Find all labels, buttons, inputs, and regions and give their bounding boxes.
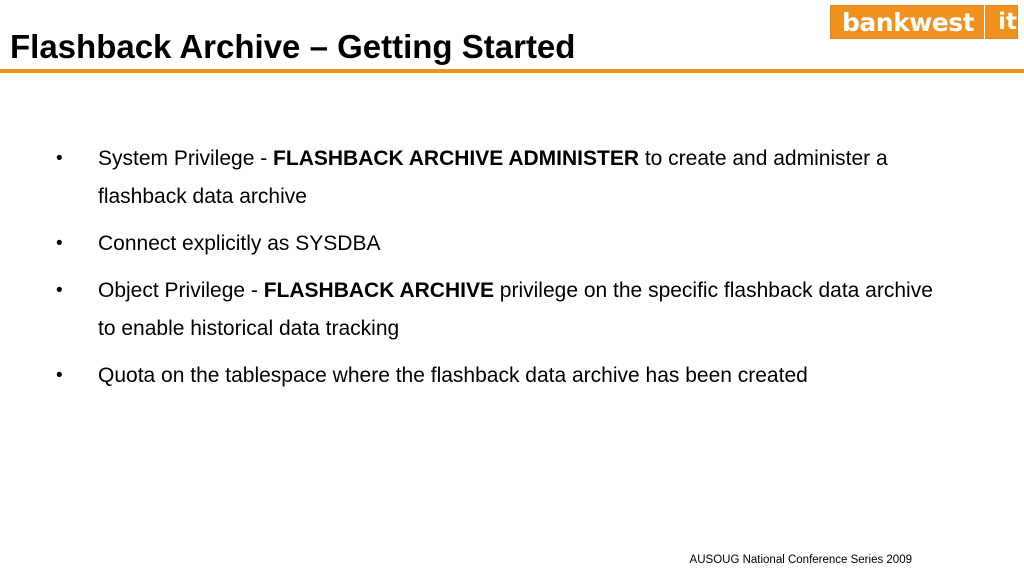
bullet-list [56,140,946,404]
bullet-marker: • [56,148,63,169]
logo-suffix: it [998,9,1017,35]
list-item [56,272,946,348]
list-item [56,225,946,263]
slide-footer: AUSOUG National Conference Series 2009 [689,554,912,566]
bullet-text: Quota on the tablespace where the flashback data archive has been created [98,364,808,387]
list-item [56,140,946,216]
bullet-text: System Privilege - FLASHBACK ARCHIVE ADMINISTER to create and administer a flashback data archive [98,147,888,208]
page-title: Flashback Archive – Getting Started [10,28,576,65]
bankwest-it-logo [830,5,1018,39]
list-item [56,357,946,395]
bullet-marker: • [56,233,63,254]
bullet-marker: • [56,280,63,301]
logo-wordmark: bankwest [842,7,975,37]
title-underline-rule [0,69,1024,73]
bullet-marker: • [56,365,63,386]
bullet-text: Connect explicitly as SYSDBA [98,232,381,255]
bullet-text: Object Privilege - FLASHBACK ARCHIVE privilege on the specific flashback data archive to enable historical data tracking [98,279,933,340]
